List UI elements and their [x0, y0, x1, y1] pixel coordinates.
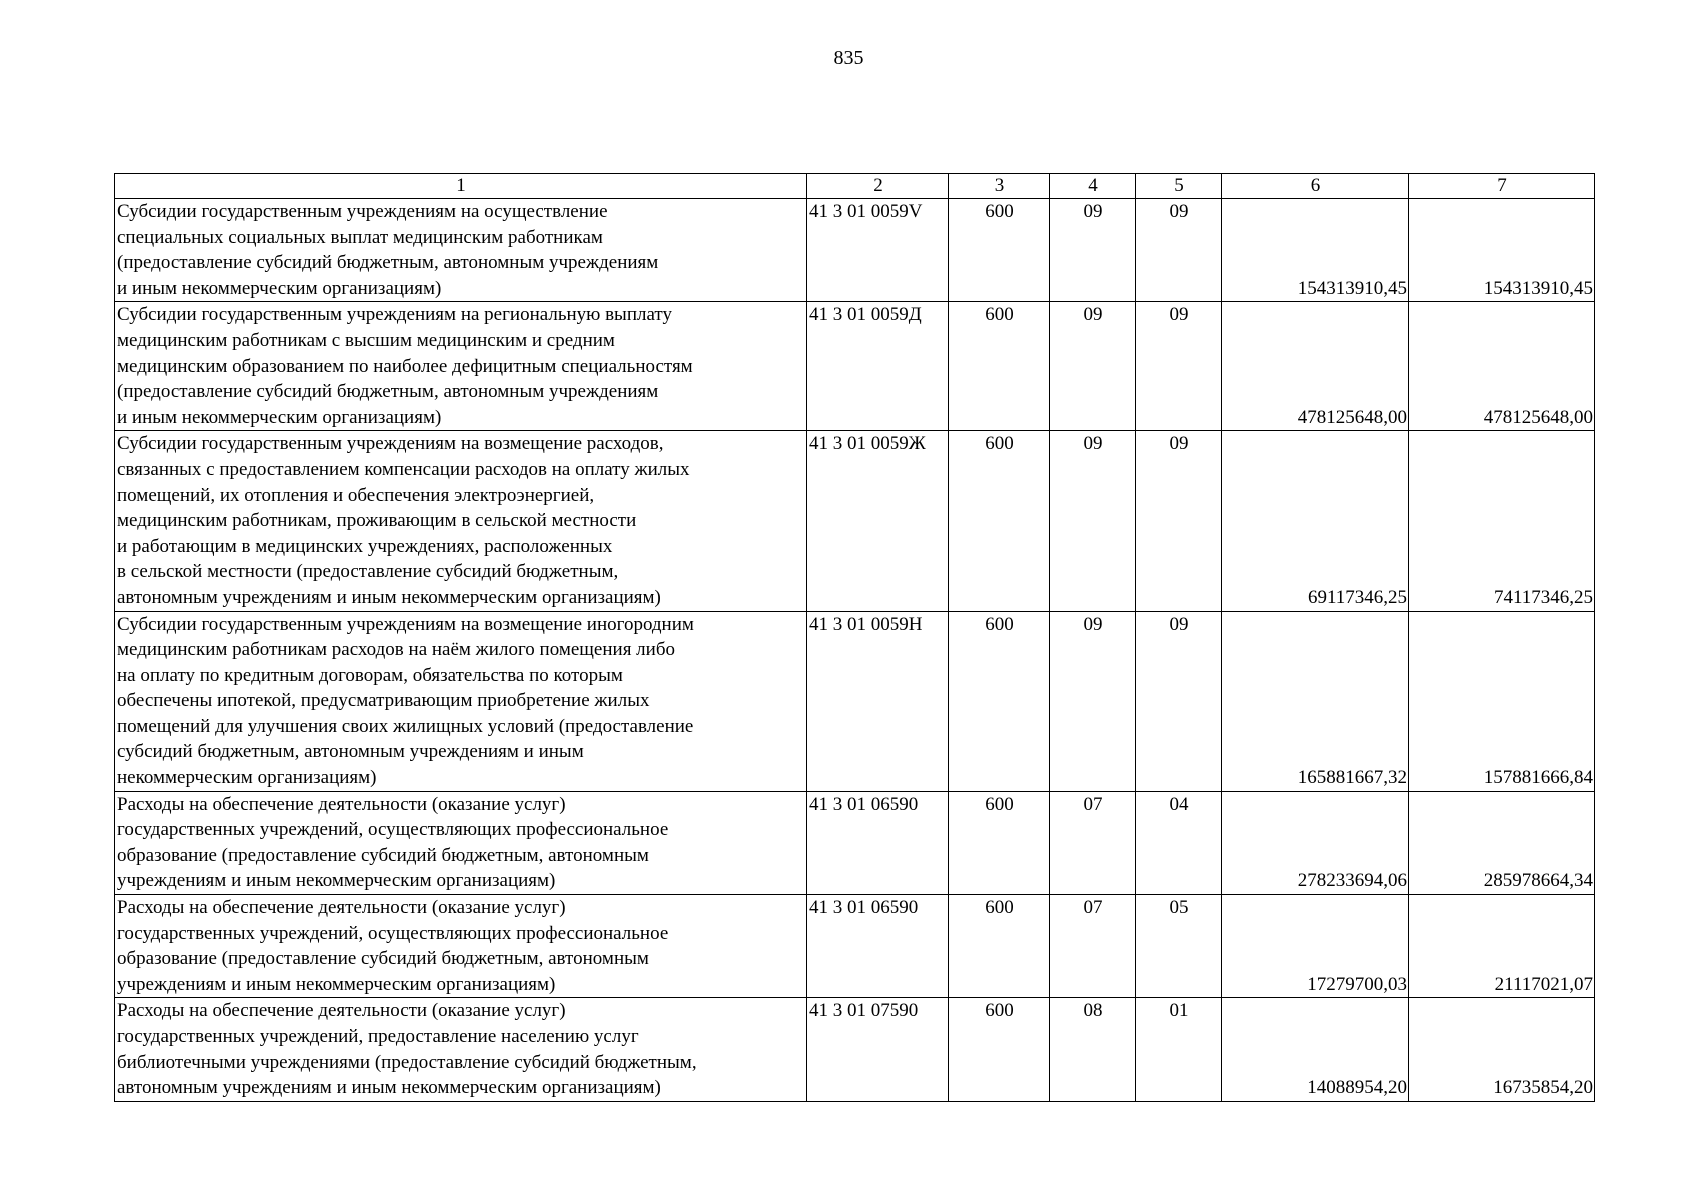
description-line: библиотечными учреждениями (предоставление субсидий бюджетным, [117, 1051, 697, 1073]
row-amount-7: 285978664,34 [1409, 791, 1595, 894]
description-line: автономным учреждениям и иным некоммерческим организациям) [117, 1077, 661, 1099]
description-line: государственных учреждений, предоставление населению услуг [117, 1026, 639, 1047]
header-cell-5: 5 [1136, 174, 1222, 199]
row-code: 41 3 01 0059Ж [807, 431, 949, 611]
row-section: 08 [1050, 998, 1136, 1101]
description-line: на оплату по кредитным договорам, обязательства по которым [117, 664, 623, 686]
header-cell-3: 3 [949, 174, 1050, 199]
description-line: медицинским работникам с высшим медицинским и средним [117, 329, 615, 351]
description-line: Расходы на обеспечение деятельности (оказание услуг) [117, 793, 566, 815]
description-line: медицинским работникам, проживающим в сельской местности [117, 510, 637, 532]
description-line: специальных социальных выплат медицинским работникам [117, 226, 603, 248]
row-type: 600 [949, 611, 1050, 791]
row-amount-6: 478125648,00 [1222, 302, 1409, 431]
row-subsection: 09 [1136, 431, 1222, 611]
description-line: помещений для улучшения своих жилищных условий (предоставление [117, 715, 694, 737]
row-section: 09 [1050, 302, 1136, 431]
row-subsection: 05 [1136, 895, 1222, 998]
row-section: 09 [1050, 611, 1136, 791]
row-subsection: 04 [1136, 791, 1222, 894]
table-body [115, 174, 1595, 1102]
description-line: Субсидии государственным учреждениям на осуществление [117, 201, 608, 222]
table-row [115, 998, 1595, 1101]
row-type: 600 [949, 302, 1050, 431]
row-description [115, 791, 807, 894]
table-row [115, 431, 1595, 611]
description-line: образование (предоставление субсидий бюджетным, автономным [117, 948, 649, 970]
description-line: учреждениям и иным некоммерческим организациям) [117, 870, 556, 892]
description-line: и иным некоммерческим организациям) [117, 277, 442, 299]
description-line: и иным некоммерческим организациям) [117, 406, 442, 428]
header-cell-2: 2 [807, 174, 949, 199]
row-section: 09 [1050, 199, 1136, 302]
row-type: 600 [949, 791, 1050, 894]
description-line: помещений, их отопления и обеспечения электроэнергией, [117, 484, 595, 506]
header-cell-1: 1 [115, 174, 807, 199]
description-line: государственных учреждений, осуществляющих профессиональное [117, 819, 669, 841]
description-line: (предоставление субсидий бюджетным, автономным учреждениям [117, 252, 659, 274]
row-amount-7: 478125648,00 [1409, 302, 1595, 431]
row-type: 600 [949, 199, 1050, 302]
description-line: автономным учреждениям и иным некоммерческим организациям) [117, 586, 661, 608]
table-row [115, 611, 1595, 791]
row-amount-7: 157881666,84 [1409, 611, 1595, 791]
page-number: 835 [833, 47, 864, 69]
row-amount-7: 16735854,20 [1409, 998, 1595, 1101]
budget-table [114, 173, 1595, 1102]
row-code: 41 3 01 07590 [807, 998, 949, 1101]
header-cell-4: 4 [1050, 174, 1136, 199]
row-type: 600 [949, 998, 1050, 1101]
row-subsection: 09 [1136, 611, 1222, 791]
row-amount-6: 69117346,25 [1222, 431, 1409, 611]
description-line: Субсидии государственным учреждениям на региональную выплату [117, 304, 672, 326]
row-code: 41 3 01 0059Н [807, 611, 949, 791]
header-cell-7: 7 [1409, 174, 1595, 199]
description-line: в сельской местности (предоставление субсидий бюджетным, [117, 561, 619, 583]
description-line: (предоставление субсидий бюджетным, автономным учреждениям [117, 381, 659, 403]
table-row [115, 199, 1595, 302]
row-amount-7: 21117021,07 [1409, 895, 1595, 998]
table-row [115, 302, 1595, 431]
row-amount-6: 17279700,03 [1222, 895, 1409, 998]
row-code: 41 3 01 06590 [807, 895, 949, 998]
row-description [115, 431, 807, 611]
row-amount-6: 278233694,06 [1222, 791, 1409, 894]
row-section: 09 [1050, 431, 1136, 611]
description-line: и работающим в медицинских учреждениях, расположенных [117, 535, 613, 557]
description-line: Субсидии государственным учреждениям на возмещение расходов, [117, 433, 664, 455]
row-description [115, 302, 807, 431]
description-line: Субсидии государственным учреждениям на возмещение иногородним [117, 613, 694, 635]
description-line: государственных учреждений, осуществляющих профессиональное [117, 922, 669, 944]
row-description [115, 895, 807, 998]
row-type: 600 [949, 431, 1050, 611]
row-code: 41 3 01 0059V [807, 199, 949, 302]
row-type: 600 [949, 895, 1050, 998]
row-description [115, 199, 807, 302]
description-line: образование (предоставление субсидий бюджетным, автономным [117, 844, 649, 866]
row-subsection: 01 [1136, 998, 1222, 1101]
row-code: 41 3 01 0059Д [807, 302, 949, 431]
row-section: 07 [1050, 895, 1136, 998]
description-line: учреждениям и иным некоммерческим организациям) [117, 973, 556, 995]
description-line: некоммерческим организациям) [117, 767, 377, 789]
description-line: Расходы на обеспечение деятельности (оказание услуг) [117, 1000, 566, 1022]
table-row [115, 791, 1595, 894]
row-amount-6: 14088954,20 [1222, 998, 1409, 1101]
row-description [115, 611, 807, 791]
row-section: 07 [1050, 791, 1136, 894]
row-amount-7: 74117346,25 [1409, 431, 1595, 611]
header-cell-6: 6 [1222, 174, 1409, 199]
description-line: медицинским работникам расходов на наём жилого помещения либо [117, 639, 675, 661]
row-subsection: 09 [1136, 302, 1222, 431]
description-line: обеспечены ипотекой, предусматривающим приобретение жилых [117, 690, 650, 712]
description-line: субсидий бюджетным, автономным учреждениям и иным [117, 741, 584, 763]
row-amount-6: 165881667,32 [1222, 611, 1409, 791]
table-row [115, 895, 1595, 998]
description-line: связанных с предоставлением компенсации расходов на оплату жилых [117, 458, 690, 480]
row-description [115, 998, 807, 1101]
description-line: медицинским образованием по наиболее дефицитным специальностям [117, 355, 693, 377]
row-subsection: 09 [1136, 199, 1222, 302]
row-code: 41 3 01 06590 [807, 791, 949, 894]
header-row [115, 174, 1595, 199]
description-line: Расходы на обеспечение деятельности (оказание услуг) [117, 897, 566, 919]
row-amount-7: 154313910,45 [1409, 199, 1595, 302]
row-amount-6: 154313910,45 [1222, 199, 1409, 302]
